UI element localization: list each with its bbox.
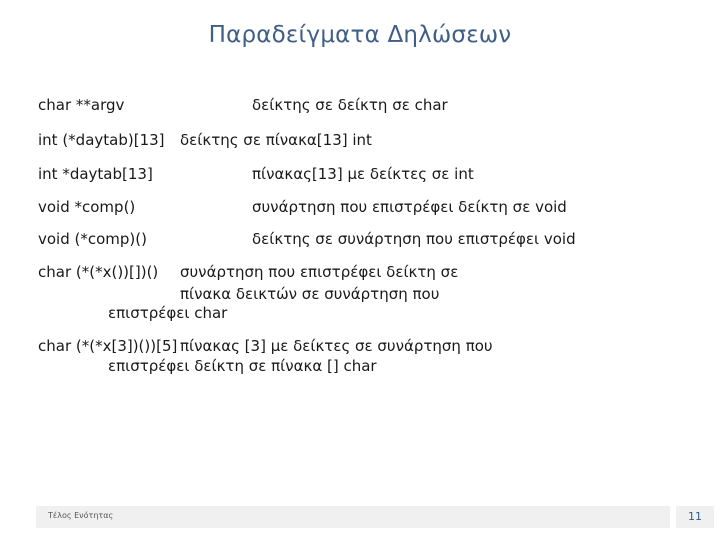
declaration-description: πίνακας[13] με δείκτες σε int [252, 165, 474, 183]
declaration-code: int *daytab[13] [38, 165, 153, 183]
declaration-description-line: επιστρέφει δείκτη σε πίνακα [] char [108, 357, 377, 375]
footer-bar [36, 506, 670, 528]
declaration-code: void *comp() [38, 198, 136, 216]
declaration-description: δείκτης σε δείκτη σε char [252, 96, 448, 114]
footer-label: Τέλος Ενότητας [48, 511, 114, 520]
declaration-code: char (*(*x[3])())[5] [38, 337, 178, 355]
declaration-description-line: συνάρτηση που επιστρέφει δείκτη σε [180, 263, 459, 281]
declaration-description-line: πίνακα δεικτών σε συνάρτηση που [180, 285, 440, 303]
declaration-code: char (*(*x())[])() [38, 263, 159, 281]
page-number: 11 [676, 506, 714, 528]
declaration-description-line: επιστρέφει char [108, 304, 228, 322]
declaration-description-line: πίνακας [3] με δείκτες σε συνάρτηση που [180, 337, 493, 355]
declaration-code: int (*daytab)[13] [38, 131, 165, 149]
declaration-description: δείκτης σε συνάρτηση που επιστρέφει void [252, 230, 576, 248]
declaration-code: void (*comp)() [38, 230, 147, 248]
declaration-description: δείκτης σε πίνακα[13] int [180, 131, 372, 149]
declaration-code: char **argv [38, 96, 125, 114]
declaration-description: συνάρτηση που επιστρέφει δείκτη σε void [252, 198, 567, 216]
slide-title: Παραδείγματα Δηλώσεων [208, 22, 512, 48]
